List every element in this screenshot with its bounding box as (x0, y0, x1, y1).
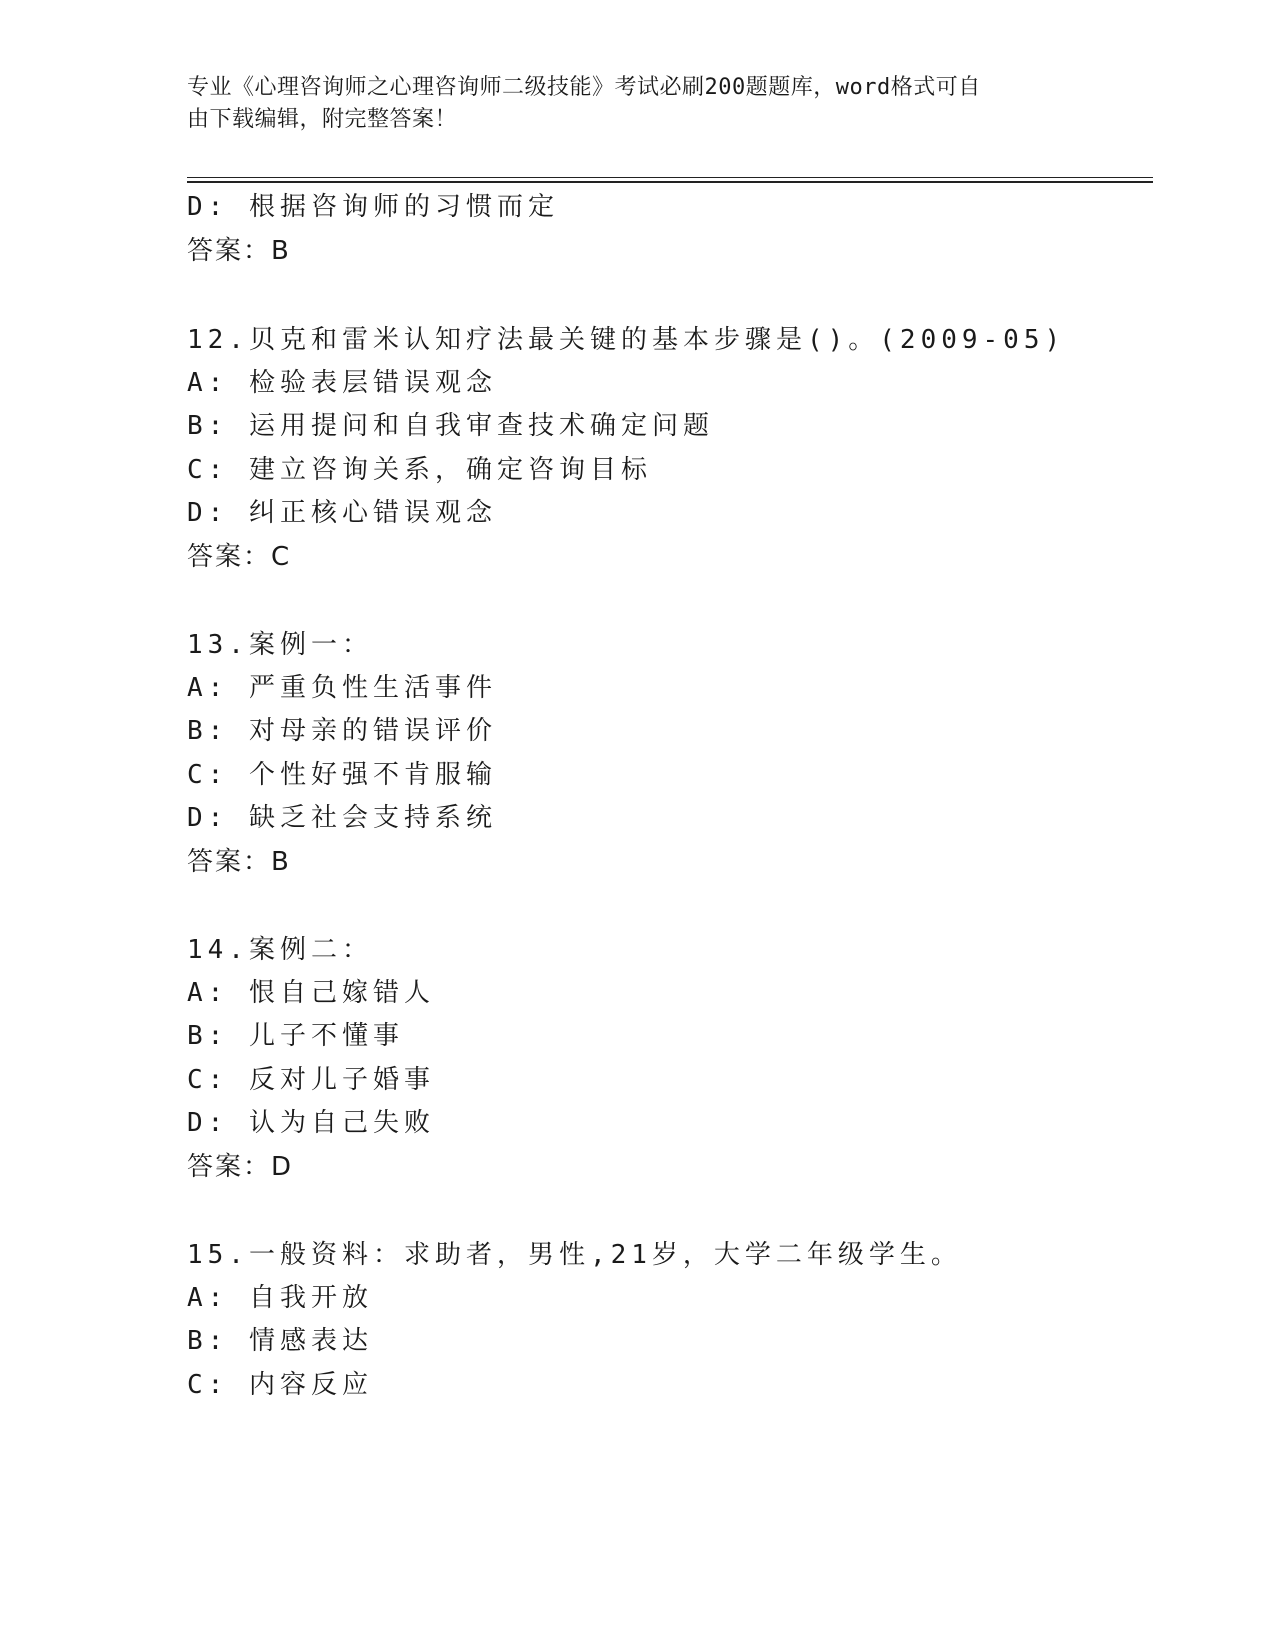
q13-answer: 答案：B (187, 847, 291, 877)
q13-option-a: A: 严重负性生活事件 (187, 673, 497, 703)
q12-option-c: C: 建立咨询关系，确定咨询目标 (187, 455, 652, 485)
header-divider-thin (187, 177, 1153, 178)
q15-option-a: A: 自我开放 (187, 1283, 373, 1313)
q14-option-b: B: 儿子不懂事 (187, 1021, 404, 1051)
q11-answer: 答案：B (187, 236, 291, 266)
q12-option-d: D: 纠正核心错误观念 (187, 498, 497, 528)
header-divider-thick (187, 181, 1153, 183)
q13-option-c: C: 个性好强不肯服输 (187, 760, 497, 790)
q13-stem: 13.案例一： (187, 630, 373, 660)
q12-stem: 12.贝克和雷米认知疗法最关键的基本步骤是()。(2009-05) (187, 325, 1066, 355)
q12-option-b: B: 运用提问和自我审查技术确定问题 (187, 411, 714, 441)
q15-option-b: B: 情感表达 (187, 1326, 373, 1356)
q14-option-d: D: 认为自己失败 (187, 1108, 435, 1138)
q13-option-b: B: 对母亲的错误评价 (187, 716, 497, 746)
q11-option-d: D: 根据咨询师的习惯而定 (187, 192, 559, 222)
q12-option-a: A: 检验表层错误观念 (187, 368, 497, 398)
q12-answer: 答案：C (187, 542, 292, 572)
q15-stem: 15.一般资料：求助者，男性,21岁，大学二年级学生。 (187, 1240, 962, 1270)
q14-option-c: C: 反对儿子婚事 (187, 1065, 435, 1095)
q13-option-d: D: 缺乏社会支持系统 (187, 803, 497, 833)
q15-option-c: C: 内容反应 (187, 1370, 373, 1400)
q14-answer: 答案：D (187, 1152, 294, 1182)
document-header (187, 72, 1067, 136)
q14-stem: 14.案例二： (187, 935, 373, 965)
header-line-1: 专业《心理咨询师之心理咨询师二级技能》考试必刷200题题库，word格式可自 (187, 75, 981, 100)
header-line-2: 由下载编辑，附完整答案！ (187, 107, 458, 132)
q14-option-a: A: 恨自己嫁错人 (187, 978, 435, 1008)
